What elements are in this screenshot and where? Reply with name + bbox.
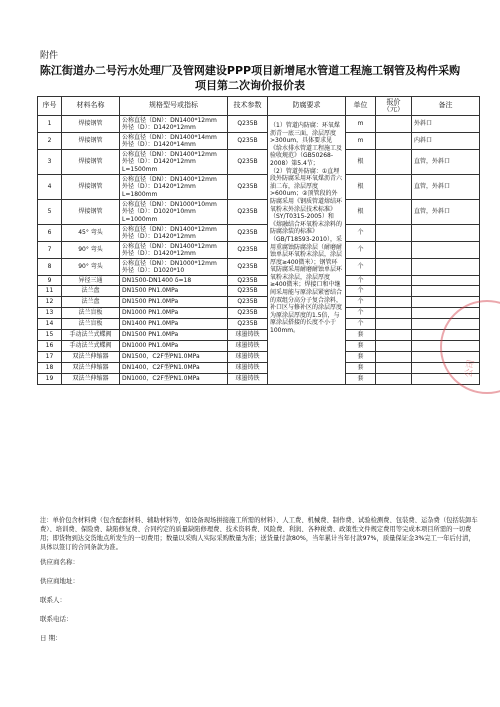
material-name: 手动法兰式蝶阀 bbox=[62, 330, 120, 341]
material-name: 焊接钢管 bbox=[62, 150, 120, 175]
spec-cell: DN1500，C2F型PN1.0MPa bbox=[120, 352, 228, 363]
material-name: 法兰盲板 bbox=[62, 308, 120, 319]
spec-cell: DN1500 PN1.0MPa bbox=[120, 286, 228, 297]
tech-param: Q235B bbox=[228, 175, 268, 200]
price-input[interactable] bbox=[376, 242, 412, 259]
table-row bbox=[38, 225, 480, 242]
spec-cell: 公称直径（DN）：DN1400*12mm 外径（D）：D1420*12mm L=1800mm bbox=[120, 175, 228, 200]
row-number: 7 bbox=[38, 242, 62, 259]
material-name: 法兰盘 bbox=[62, 286, 120, 297]
title-line-1: 陈江街道办二号污水处理厂及管网建设PPP项目新增尾水管道工程施工钢管及构件采购 bbox=[39, 64, 461, 77]
material-name: 焊接钢管 bbox=[62, 116, 120, 133]
material-name: 90° 弯头 bbox=[62, 242, 120, 259]
unit-cell: 套 bbox=[346, 341, 376, 352]
unit-cell: 个 bbox=[346, 286, 376, 297]
tech-param: 球墨铸铁 bbox=[228, 374, 268, 385]
price-input[interactable] bbox=[376, 200, 412, 225]
table-row bbox=[38, 330, 480, 341]
material-name: 双法兰伸缩器 bbox=[62, 374, 120, 385]
tech-param: 球墨铸铁 bbox=[228, 341, 268, 352]
price-input[interactable] bbox=[376, 319, 412, 330]
spec-cell: 公称直径（DN）：DN1400*12mm 外径（D）：D1420*12mm bbox=[120, 225, 228, 242]
remark-cell: 直管，外斜口 bbox=[412, 150, 480, 175]
material-name: 45° 弯头 bbox=[62, 225, 120, 242]
table-row bbox=[38, 242, 480, 259]
row-number: 2 bbox=[38, 133, 62, 150]
spec-cell: DN1000 PN1.0MPa bbox=[120, 308, 228, 319]
remark-cell: 直管，外斜口 bbox=[412, 200, 480, 225]
tech-param: Q235B bbox=[228, 319, 268, 330]
row-number: 15 bbox=[38, 330, 62, 341]
spec-cell: DN1400 PN1.0MPa bbox=[120, 319, 228, 330]
price-input[interactable] bbox=[376, 286, 412, 297]
table-row bbox=[38, 133, 480, 150]
price-input[interactable] bbox=[376, 308, 412, 319]
table-row bbox=[38, 341, 480, 352]
unit-cell: 个 bbox=[346, 259, 376, 276]
price-input[interactable] bbox=[376, 363, 412, 374]
header-cell: 规格型号或指标 bbox=[120, 97, 228, 116]
unit-cell: 套 bbox=[346, 374, 376, 385]
spec-cell: DN1400，C2F型PN1.0MPa bbox=[120, 363, 228, 374]
price-note: 注：单价包含材料费（包含配套材料、辅助材料等，如设备现场拼接施工所需的材料）、人工费、机械费、制作费、试验检测费、包装费、运杂费（包括装卸车费）、培训费、保险费、缺陷修复费、合同约定的质量缺陷修理费、技术资料费、风险费、利润、各种税费、政策性文件规定费用等完成本项目所需的一切费用；即货物到达交货地点所发生的一切费用；数量以采购人实际采购数量为准；送货量付款80%，当年累计当年付款97%，质量保证金3%完工一年后付清，具体以签订的合同条款为准。 bbox=[40, 517, 478, 551]
seal-text: 公司 bbox=[463, 359, 477, 379]
spec-cell: DN1000 PN1.0MPa bbox=[120, 341, 228, 352]
spec-cell: 公称直径（DN）：DN1400*12mm 外径（D）：D1420*12mm bbox=[120, 116, 228, 133]
spec-cell: 公称直径（DN）：DN1000*10mm 外径（D）：D1020*10mm L=1000mm bbox=[120, 200, 228, 225]
material-name: 手动法兰式蝶阀 bbox=[62, 341, 120, 352]
table-row bbox=[38, 352, 480, 363]
tech-param: Q235B bbox=[228, 225, 268, 242]
tech-param: Q235B bbox=[228, 133, 268, 150]
tech-param: Q235B bbox=[228, 259, 268, 276]
tech-param: Q235B bbox=[228, 116, 268, 133]
price-input[interactable] bbox=[376, 175, 412, 200]
table-row bbox=[38, 286, 480, 297]
protection-requirements: （1）管道内防腐：环氧煤沥青一底三面，涂层厚度>300um，具体要求见《给水排水管道工程施工及验收规范》（GB50268-2008）第5.4节； （2）管道外防腐：①直埋段外防腐采用环氧煤沥青六油二布，涂层厚度>600um；②顶管段的外防腐采用《钢质管道熔结环氧粉末外涂层技术标准》（SY/T0315-2005）和《熔融结合环氧粉末涂料的防腐涂装的标准》（GB/T18593-2010），采用重腐蚀防腐涂层（耐磨耐蚀单层环氧粉末涂层，涂层厚度≥400微米）；钢管环氧防腐采用耐磨耐蚀单层环氧粉末涂层，涂层厚度≥400微米；焊接口和中继间采用能与原涂层紧密结合的双组分高分子复合涂料，补口区与修补区的涂层厚度为原涂层厚度的1.5倍，与原涂层搭接的长度不小于100mm。 bbox=[268, 116, 346, 385]
unit-cell: 个 bbox=[346, 225, 376, 242]
tech-param: Q235B bbox=[228, 150, 268, 175]
row-number: 11 bbox=[38, 286, 62, 297]
unit-cell: 根 bbox=[346, 200, 376, 225]
tech-param: Q235B bbox=[228, 242, 268, 259]
material-name: 法兰盘 bbox=[62, 297, 120, 308]
price-input[interactable] bbox=[376, 276, 412, 286]
row-number: 16 bbox=[38, 341, 62, 352]
price-input[interactable] bbox=[376, 341, 412, 352]
price-input[interactable] bbox=[376, 374, 412, 385]
price-input[interactable] bbox=[376, 330, 412, 341]
row-number: 12 bbox=[38, 297, 62, 308]
spec-cell: DN1500 PN1.0MPa bbox=[120, 297, 228, 308]
table-row bbox=[38, 276, 480, 286]
remark-cell bbox=[412, 225, 480, 242]
header-cell: 防腐要求 bbox=[268, 97, 346, 116]
spec-cell: 公称直径（DN）：DN1400*14mm 外径（D）：D1420*14mm bbox=[120, 133, 228, 150]
price-input[interactable] bbox=[376, 352, 412, 363]
remark-cell: 直管，外斜口 bbox=[412, 175, 480, 200]
spec-cell: 公称直径（DN）：DN1400*12mm 外径（D）：D1420*12mm bbox=[120, 242, 228, 259]
material-name: 90° 弯头 bbox=[62, 259, 120, 276]
header-cell: 报价（元） bbox=[376, 97, 412, 116]
table-row bbox=[38, 150, 480, 175]
row-number: 3 bbox=[38, 150, 62, 175]
price-input[interactable] bbox=[376, 133, 412, 150]
date-label: 日 期： bbox=[40, 634, 62, 642]
unit-cell: 根 bbox=[346, 150, 376, 175]
table-row bbox=[38, 297, 480, 308]
row-number: 13 bbox=[38, 308, 62, 319]
row-number: 6 bbox=[38, 225, 62, 242]
unit-cell: m bbox=[346, 133, 376, 150]
tech-param: Q235B bbox=[228, 276, 268, 286]
price-input[interactable] bbox=[376, 225, 412, 242]
unit-cell: 个 bbox=[346, 319, 376, 330]
header-cell: 备注 bbox=[412, 97, 480, 116]
header-cell: 单位 bbox=[346, 97, 376, 116]
table-row bbox=[38, 200, 480, 225]
unit-cell: 根 bbox=[346, 175, 376, 200]
table-row bbox=[38, 308, 480, 319]
remark-cell bbox=[412, 286, 480, 297]
unit-cell: 套 bbox=[346, 330, 376, 341]
price-input[interactable] bbox=[376, 259, 412, 276]
contact-label: 联系人： bbox=[40, 596, 66, 604]
row-number: 9 bbox=[38, 276, 62, 286]
price-quote-table bbox=[37, 96, 480, 385]
table-row bbox=[38, 374, 480, 385]
tech-param: Q235B bbox=[228, 200, 268, 225]
title-line-2: 项目第二次询价报价表 bbox=[195, 79, 305, 92]
tech-param: Q235B bbox=[228, 286, 268, 297]
material-name: 双法兰伸缩器 bbox=[62, 352, 120, 363]
material-name: 焊接钢管 bbox=[62, 133, 120, 150]
remark-cell bbox=[412, 242, 480, 259]
row-number: 17 bbox=[38, 352, 62, 363]
row-number: 14 bbox=[38, 319, 62, 330]
unit-cell: m bbox=[346, 116, 376, 133]
table-row bbox=[38, 116, 480, 133]
remark-cell: 外斜口 bbox=[412, 116, 480, 133]
row-number: 19 bbox=[38, 374, 62, 385]
remark-cell bbox=[412, 259, 480, 276]
tech-param: Q235B bbox=[228, 308, 268, 319]
spec-cell: 公称直径（DN）：DN1000*12mm 外径（D）：D1020*10 bbox=[120, 259, 228, 276]
document-title bbox=[18, 63, 482, 93]
spec-cell: DN1000，C2F型PN1.0MPa bbox=[120, 374, 228, 385]
unit-cell: 套 bbox=[346, 352, 376, 363]
table-row bbox=[38, 259, 480, 276]
spec-cell: DN1500-DN1400 δ=18 bbox=[120, 276, 228, 286]
price-input[interactable] bbox=[376, 150, 412, 175]
unit-cell: 个 bbox=[346, 276, 376, 286]
tech-param: 球墨铸铁 bbox=[228, 330, 268, 341]
row-number: 1 bbox=[38, 116, 62, 133]
unit-cell: 个 bbox=[346, 308, 376, 319]
row-number: 8 bbox=[38, 259, 62, 276]
row-number: 18 bbox=[38, 363, 62, 374]
material-name: 双法兰伸缩器 bbox=[62, 363, 120, 374]
attachment-label: 附件 bbox=[40, 51, 59, 61]
tech-param: 球墨铸铁 bbox=[228, 363, 268, 374]
remark-cell: 内斜口 bbox=[412, 133, 480, 150]
row-number: 5 bbox=[38, 200, 62, 225]
supplier-address-label: 供应商地址： bbox=[40, 577, 79, 585]
price-input[interactable] bbox=[376, 297, 412, 308]
table-header-row bbox=[38, 97, 480, 116]
unit-cell: 个 bbox=[346, 297, 376, 308]
row-number: 4 bbox=[38, 175, 62, 200]
spec-cell: DN1500 PN1.0MPa bbox=[120, 330, 228, 341]
header-cell: 技术参数 bbox=[228, 97, 268, 116]
tech-param: Q235B bbox=[228, 297, 268, 308]
phone-label: 联系电话： bbox=[40, 615, 73, 623]
tech-param: 球墨铸铁 bbox=[228, 352, 268, 363]
price-input[interactable] bbox=[376, 116, 412, 133]
unit-cell: 个 bbox=[346, 242, 376, 259]
supplier-name-label: 供应商名称： bbox=[40, 558, 79, 566]
material-name: 焊接钢管 bbox=[62, 200, 120, 225]
material-name: 法兰盲板 bbox=[62, 319, 120, 330]
table-row bbox=[38, 175, 480, 200]
header-cell: 序号 bbox=[38, 97, 62, 116]
table-row bbox=[38, 319, 480, 330]
spec-cell: 公称直径（DN）：DN1400*12mm 外径（D）：D1420*12mm L=1500mm bbox=[120, 150, 228, 175]
header-cell: 材料名称 bbox=[62, 97, 120, 116]
material-name: 焊接钢管 bbox=[62, 175, 120, 200]
unit-cell: 套 bbox=[346, 363, 376, 374]
material-name: 异径三通 bbox=[62, 276, 120, 286]
remark-cell bbox=[412, 276, 480, 286]
table-row bbox=[38, 363, 480, 374]
